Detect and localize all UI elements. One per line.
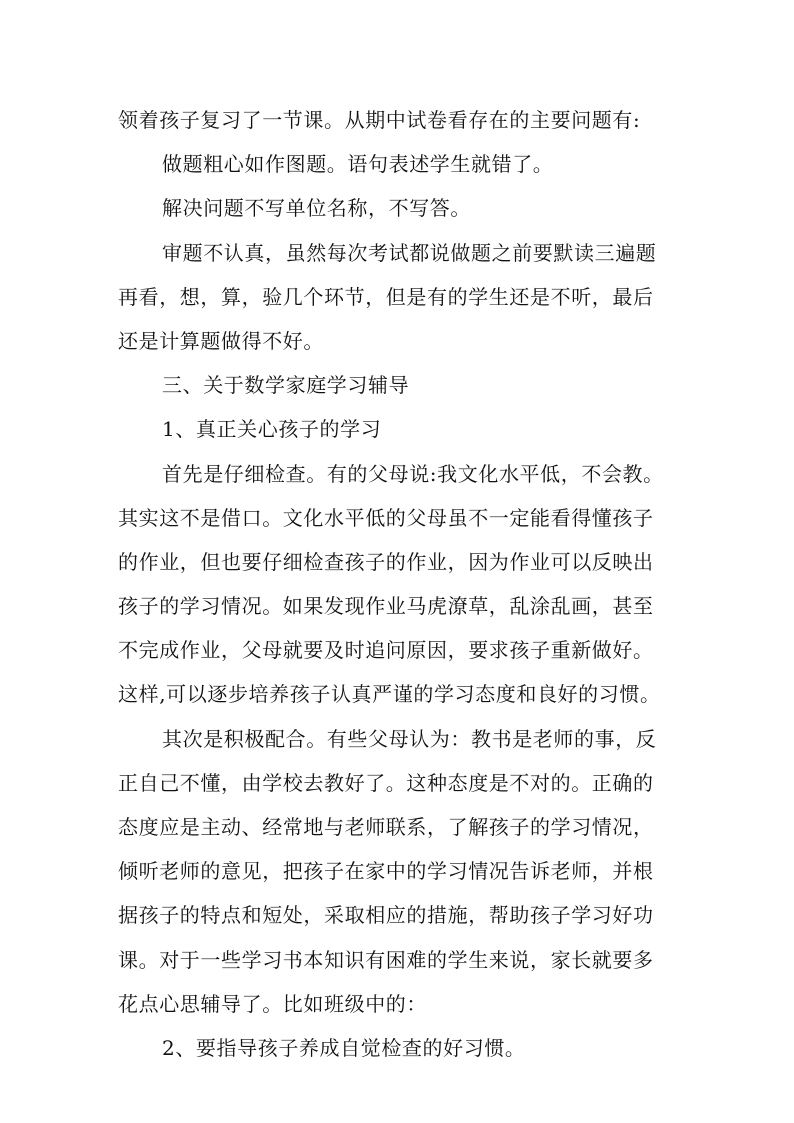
text-line: 正自己不懂，由学校去教好了。这种态度是不对的。正确的 bbox=[118, 770, 654, 795]
section-heading: 三、关于数学家庭学习辅导 bbox=[162, 373, 410, 398]
text-line: 再看，想，算，验几个环节，但是有的学生还是不听，最后 bbox=[118, 284, 654, 309]
text-line: 解决问题不写单位名称，不写答。 bbox=[162, 196, 471, 221]
text-line: 的作业，但也要仔细检查孩子的作业，因为作业可以反映出 bbox=[118, 549, 654, 574]
text-line: 孩子的学习情况。如果发现作业马虎潦草，乱涂乱画，甚至 bbox=[118, 594, 654, 619]
text-line: 这样,可以逐步培养孩子认真严谨的学习态度和良好的习惯。 bbox=[118, 682, 661, 707]
text-line: 倾听老师的意见，把孩子在家中的学习情况告诉老师，并根 bbox=[118, 859, 654, 884]
text-line: 态度应是主动、经常地与老师联系，了解孩子的学习情况， bbox=[118, 815, 654, 839]
text-line: 还是计算题做得不好。 bbox=[118, 328, 324, 353]
subsection-heading: 2、要指导孩子养成自觉检查的好习惯。 bbox=[162, 1035, 526, 1060]
text-line: 做题粗心如作图题。语句表述学生就错了。 bbox=[162, 152, 554, 177]
text-line: 课。对于一些学习书本知识有困难的学生来说，家长就要多 bbox=[118, 947, 654, 972]
text-line: 领着孩子复习了一节课。从期中试卷看存在的主要问题有: bbox=[118, 108, 641, 132]
text-line: 据孩子的特点和短处，采取相应的措施，帮助孩子学习好功 bbox=[118, 903, 654, 928]
subsection-heading: 1、真正关心孩子的学习 bbox=[162, 417, 382, 442]
text-line: 花点心思辅导了。比如班级中的： bbox=[118, 991, 427, 1016]
text-line: 其实这不是借口。文化水平低的父母虽不一定能看得懂孩子 bbox=[118, 505, 654, 530]
text-line: 其次是积极配合。有些父母认为：教书是老师的事，反 bbox=[162, 726, 657, 751]
text-line: 审题不认真，虽然每次考试都说做题之前要默读三遍题 bbox=[162, 240, 657, 265]
text-line: 不完成作业，父母就要及时追问原因，要求孩子重新做好。 bbox=[118, 638, 654, 663]
text-line: 首先是仔细检查。有的父母说:我文化水平低，不会教。 bbox=[162, 461, 664, 486]
body-text bbox=[118, 98, 688, 1070]
